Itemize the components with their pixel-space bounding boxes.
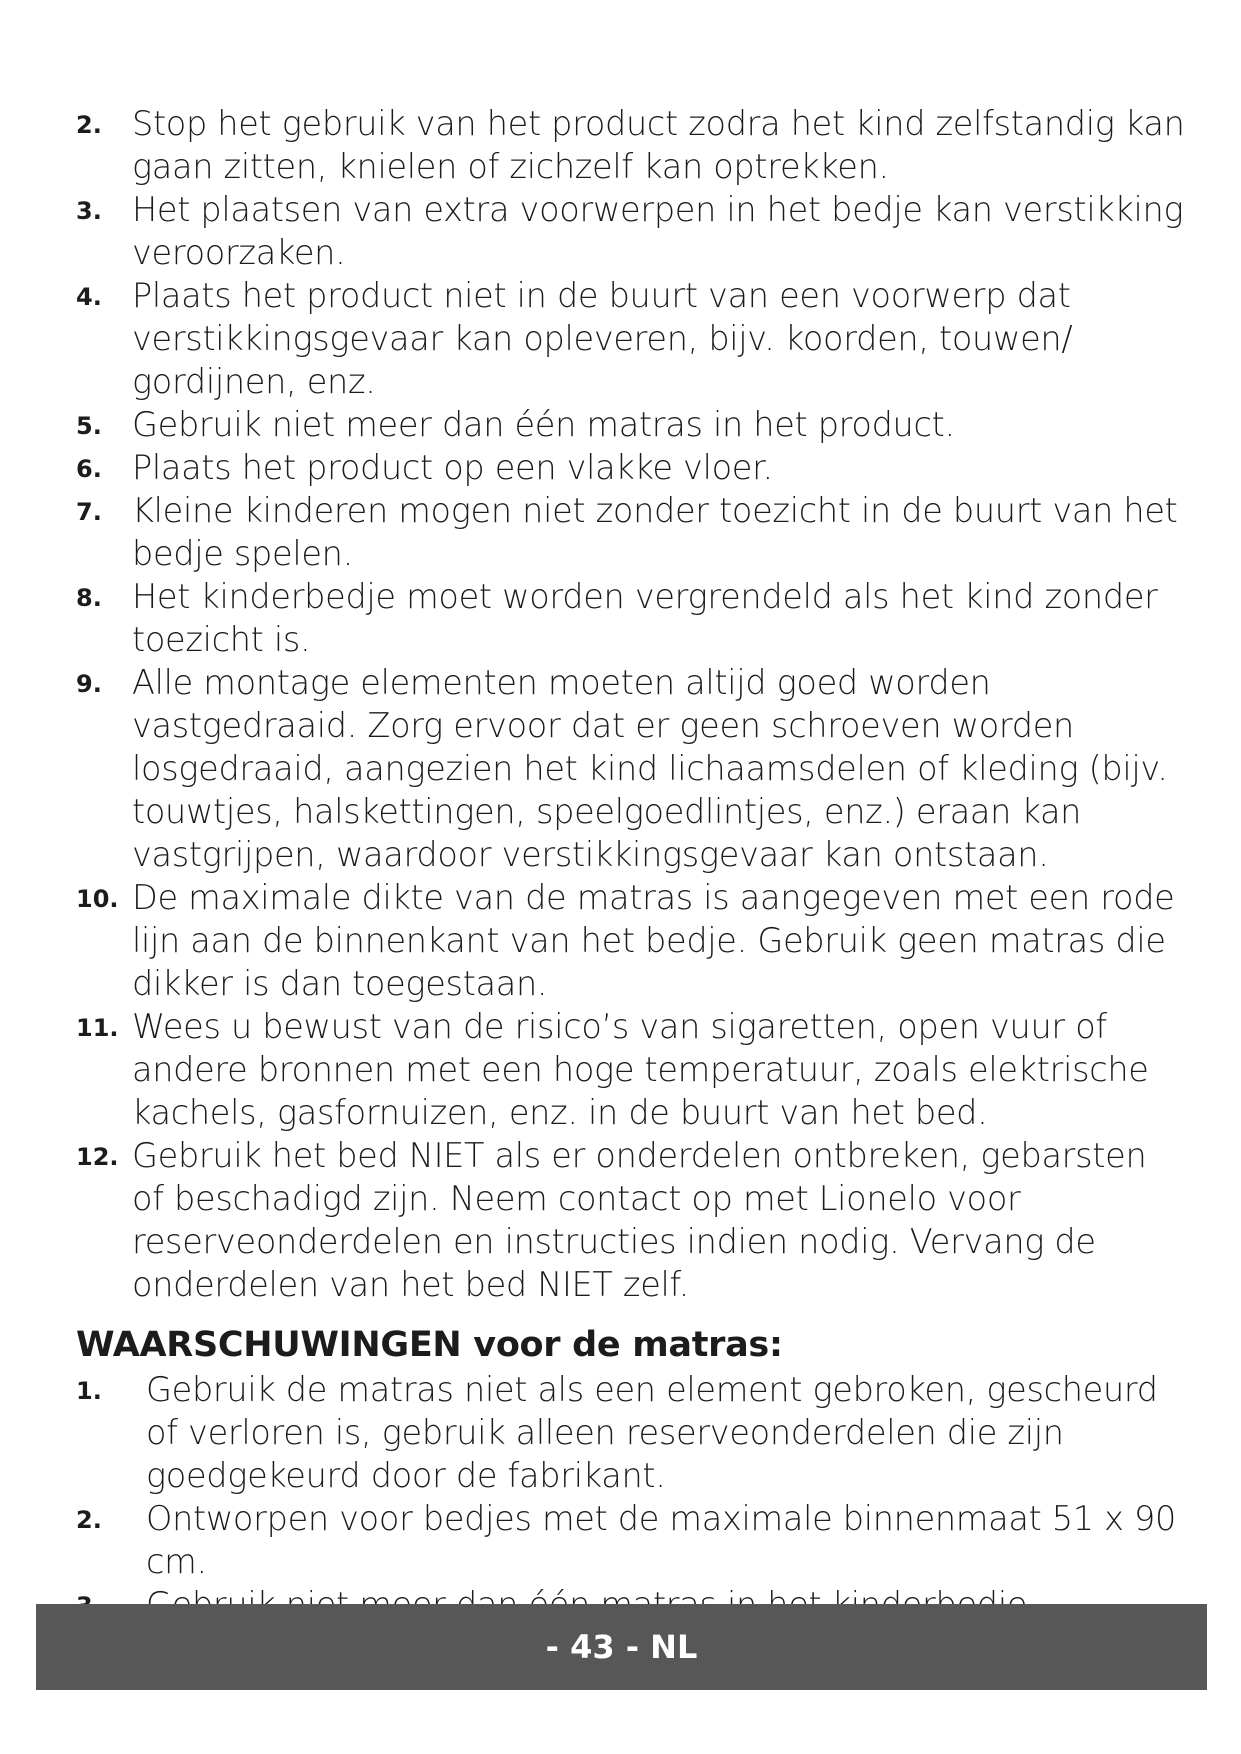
item-text: Plaats het product niet in de buurt van een voorwerp dat verstikkingsgevaar kan opleveren, bijv. koorden, touwen/ gordijnen, enz.	[132, 276, 1073, 401]
list-item	[76, 1497, 1186, 1583]
item-number: 5.	[76, 412, 102, 440]
item-number: 2.	[76, 1506, 102, 1534]
item-text: Gebruik het bed NIET als er onderdelen ontbreken, gebarsten of beschadigd zijn. Neem contact op met Lionelo voor reserveonderdelen en instructies indien nodig. Vervang de onderdelen van het bed NIET zelf.	[132, 1136, 1147, 1304]
list-item	[76, 1134, 1186, 1306]
item-number: 4.	[76, 283, 102, 311]
item-text: Alle montage elementen moeten altijd goed worden vastgedraaid. Zorg ervoor dat er geen schroeven worden losgedraaid, aangezien het kind lichaamsdelen of kleding (bijv. touwtjes, halskettingen, speelgoedlintjes, enz.) eraan kan vastgrijpen, waardoor verstikkingsgevaar kan ontstaan.	[132, 663, 1168, 874]
list-item	[76, 489, 1186, 575]
list-item	[76, 575, 1186, 661]
item-text: Kleine kinderen mogen niet zonder toezicht in de buurt van het bedje spelen.	[132, 491, 1178, 573]
list-item	[76, 188, 1186, 274]
item-text: Stop het gebruik van het product zodra het kind zelfstandig kan gaan zitten, knielen of zichzelf kan optrekken.	[132, 104, 1185, 186]
mattress-warnings-heading: WAARSCHUWINGEN voor de matras:	[76, 1325, 783, 1365]
item-number: 12.	[76, 1143, 119, 1171]
item-text: Wees u bewust van de risico’s van sigaretten, open vuur of andere bronnen met een hoge temperatuur, zoals elektrische kachels, gasfornuizen, enz. in de buurt van het bed.	[132, 1007, 1149, 1132]
item-text: Gebruik niet meer dan één matras in het product.	[132, 405, 955, 444]
item-number: 10.	[76, 885, 119, 913]
page-number: - 43 - NL	[545, 1628, 698, 1666]
list-item	[76, 102, 1186, 188]
page-footer	[36, 1604, 1207, 1690]
list-item	[76, 274, 1186, 403]
list-item	[76, 661, 1186, 876]
item-number: 11.	[76, 1014, 119, 1042]
page-content	[76, 102, 1186, 1626]
list-item	[76, 1005, 1186, 1134]
item-number: 1.	[76, 1377, 102, 1405]
item-number: 3.	[76, 197, 102, 225]
list-item	[76, 1368, 1186, 1497]
item-text: Het kinderbedje moet worden vergrendeld als het kind zonder toezicht is.	[132, 577, 1158, 659]
list-item	[76, 403, 1186, 446]
list-item	[76, 446, 1186, 489]
item-text: Ontworpen voor bedjes met de maximale binnenmaat 51 x 90 cm.	[146, 1499, 1177, 1581]
item-number: 9.	[76, 670, 102, 698]
item-text: Gebruik de matras niet als een element gebroken, gescheurd of verloren is, gebruik alleen reserveonderdelen die zijn goedgekeurd door de fabrikant.	[146, 1370, 1158, 1495]
item-number: 8.	[76, 584, 102, 612]
item-number: 6.	[76, 455, 102, 483]
item-number: 2.	[76, 111, 102, 139]
item-text: Plaats het product op een vlakke vloer.	[132, 448, 773, 487]
item-number: 7.	[76, 498, 102, 526]
item-text: Het plaatsen van extra voorwerpen in het bedje kan verstikking veroorzaken.	[132, 190, 1184, 272]
list-item	[76, 876, 1186, 1005]
mattress-warnings-list	[76, 1368, 1186, 1626]
item-text: De maximale dikte van de matras is aangegeven met een rode lijn aan de binnenkant van het bedje. Gebruik geen matras die dikker is dan toegestaan.	[132, 878, 1175, 1003]
safety-list	[76, 102, 1186, 1306]
